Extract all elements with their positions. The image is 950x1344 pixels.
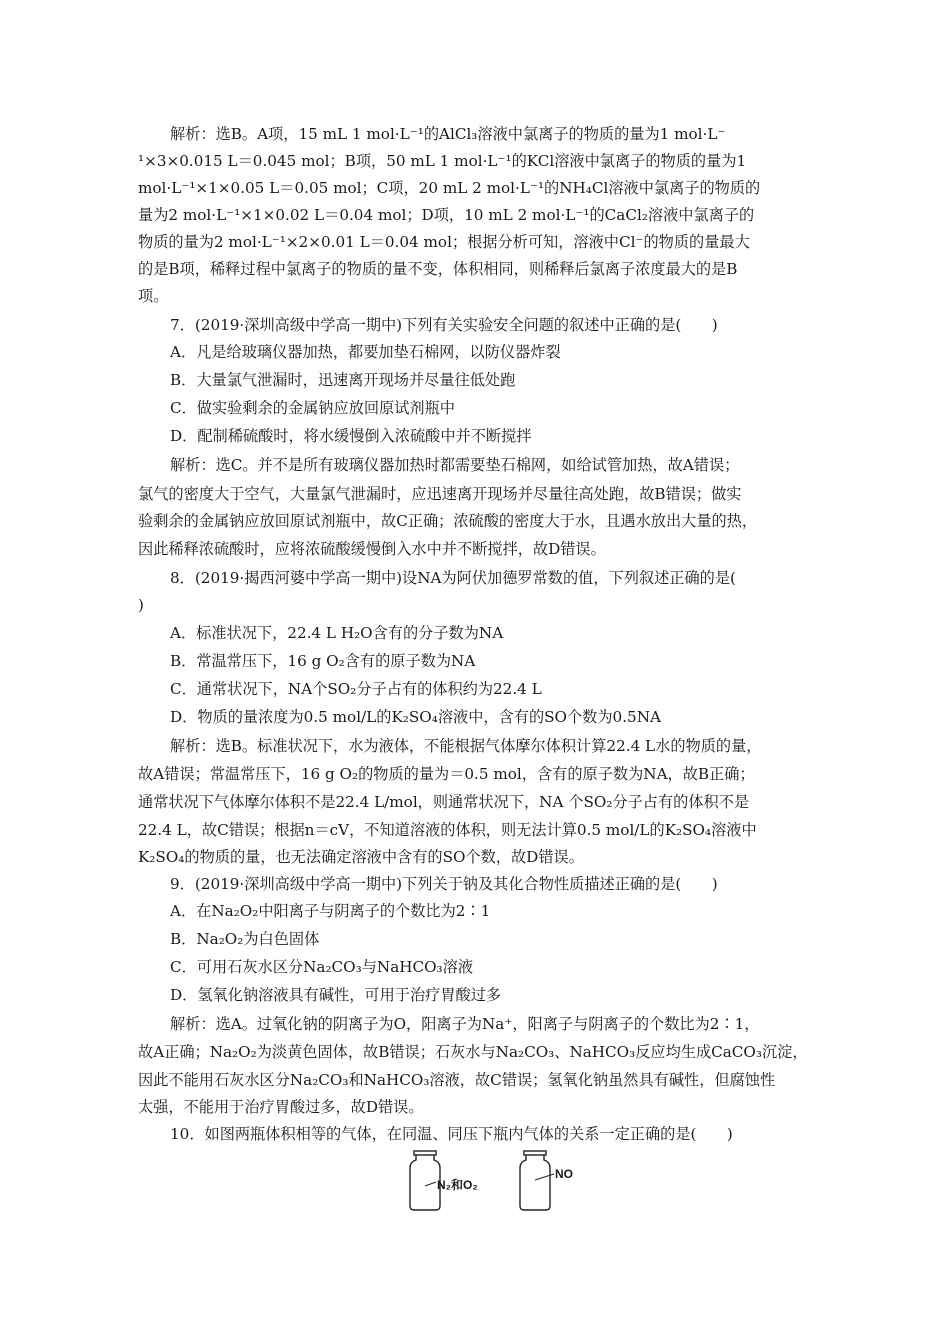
q9-analysis-line: 因此不能用石灰水区分Na₂CO₃和NaHCO₃溶液，故C错误；氢氧化钠虽然具有碱性，但腐蚀性 [138, 1071, 776, 1089]
q8-analysis-line: 通常状况下气体摩尔体积不是22.4 L/mol，则通常状况下，NA 个SO₂分子占有的体积不是 [138, 793, 750, 811]
gas-bottles-figure [400, 1150, 600, 1212]
q7-analysis-line: 因此稀释浓硫酸时，应将浓硫酸缓慢倒入水中并不断搅拌，故D错误。 [138, 540, 606, 558]
q6-analysis-line: 项。 [138, 287, 169, 305]
bottles-illustration [400, 1150, 600, 1212]
q8-option-b: B．常温常压下，16 g O₂含有的原子数为NA [170, 652, 476, 670]
q6-analysis-line: 的是B项，稀释过程中氯离子的物质的量不变，体积相同，则稀释后氯离子浓度最大的是B [138, 260, 738, 278]
q8-analysis-line: 解析：选B。标准状况下，水为液体，不能根据气体摩尔体积计算22.4 L水的物质的量， [170, 737, 762, 755]
q6-analysis-line: 解析：选B。A项，15 mL 1 mol·L⁻¹的AlCl₃溶液中氯离子的物质的量为1 mol·L⁻ [170, 125, 726, 143]
q7-analysis-line: 验剩余的金属钠应放回原试剂瓶中，故C正确；浓硫酸的密度大于水，且遇水放出大量的热， [138, 512, 758, 530]
q8-analysis-line: K₂SO₄的物质的量，也无法确定溶液中含有的SO个数，故D错误。 [138, 848, 584, 866]
q9-option-b: B．Na₂O₂为白色固体 [170, 930, 320, 948]
q7-analysis-line: 解析：选C。并不是所有玻璃仪器加热时都需要垫石棉网，如给试管加热，故A错误； [170, 456, 740, 474]
q6-analysis-line: 量为2 mol·L⁻¹×1×0.02 L＝0.04 mol；D项，10 mL 2 mol·L⁻¹的CaCl₂溶液中氯离子的 [138, 206, 755, 224]
q8-option-d: D．物质的量浓度为0.5 mol/L的K₂SO₄溶液中，含有的SO个数为0.5NA [170, 708, 661, 726]
q7-option-a: A．凡是给玻璃仪器加热，都要加垫石棉网，以防仪器炸裂 [170, 343, 561, 361]
bottle-1-label: N₂和O₂ [437, 1178, 478, 1192]
q7-option-c: C．做实验剩余的金属钠应放回原试剂瓶中 [170, 399, 455, 417]
bottle-1-icon [410, 1151, 440, 1210]
q9-analysis-line: 故A正确；Na₂O₂为淡黄色固体，故B错误；石灰水与Na₂CO₃、NaHCO₃反应均生成CaCO₃沉淀， [138, 1043, 808, 1061]
q6-analysis-line: mol·L⁻¹×1×0.05 L＝0.05 mol；C项，20 mL 2 mol·L⁻¹的NH₄Cl溶液中氯离子的物质的 [138, 179, 761, 197]
q8-stem-continued: ) [138, 596, 144, 614]
q8-stem: 8．(2019·揭西河婆中学高一期中)设NA为阿伏加德罗常数的值，下列叙述正确的是( [170, 569, 736, 587]
bottle-2-icon [520, 1151, 554, 1210]
q6-analysis-line: ¹×3×0.015 L＝0.045 mol；B项，50 mL 1 mol·L⁻¹的KCl溶液中氯离子的物质的量为1 [138, 152, 747, 170]
q9-stem: 9．(2019·深圳高级中学高一期中)下列关于钠及其化合物性质描述正确的是( ) [170, 875, 718, 893]
q9-option-a: A．在Na₂O₂中阳离子与阴离子的个数比为2∶1 [170, 902, 491, 920]
q7-option-d: D．配制稀硫酸时，将水缓慢倒入浓硫酸中并不断搅拌 [170, 427, 532, 445]
q8-option-a: A．标准状况下，22.4 L H₂O含有的分子数为NA [170, 624, 504, 642]
q9-option-d: D．氢氧化钠溶液具有碱性，可用于治疗胃酸过多 [170, 986, 502, 1004]
q7-stem: 7．(2019·深圳高级中学高一期中)下列有关实验安全问题的叙述中正确的是( ) [170, 316, 718, 334]
q9-analysis-line: 解析：选A。过氧化钠的阴离子为O，阳离子为Na⁺，阳离子与阴离子的个数比为2∶1， [170, 1015, 760, 1033]
bottle-2-label: NO [555, 1167, 573, 1181]
q9-analysis-line: 太强，不能用于治疗胃酸过多，故D错误。 [138, 1098, 424, 1116]
q9-option-c: C．可用石灰水区分Na₂CO₃与NaHCO₃溶液 [170, 958, 474, 976]
q8-analysis-line: 22.4 L，故C错误；根据n＝cV，不知道溶液的体积，则无法计算0.5 mol/L的K₂SO₄溶液中 [138, 821, 757, 839]
q7-analysis-line: 氯气的密度大于空气，大量氯气泄漏时，应迅速离开现场并尽量往高处跑，故B错误；做实 [138, 485, 742, 503]
q7-option-b: B．大量氯气泄漏时，迅速离开现场并尽量往低处跑 [170, 371, 516, 389]
q10-stem: 10．如图两瓶体积相等的气体，在同温、同压下瓶内气体的关系一定正确的是( ) [170, 1125, 733, 1143]
q8-analysis-line: 故A错误；常温常压下，16 g O₂的物质的量为＝0.5 mol，含有的原子数为NA，故B正确； [138, 765, 755, 783]
q6-analysis-line: 物质的量为2 mol·L⁻¹×2×0.01 L＝0.04 mol；根据分析可知，溶液中Cl⁻的物质的量最大 [138, 233, 750, 251]
q8-option-c: C．通常状况下，NA个SO₂分子占有的体积约为22.4 L [170, 680, 542, 698]
